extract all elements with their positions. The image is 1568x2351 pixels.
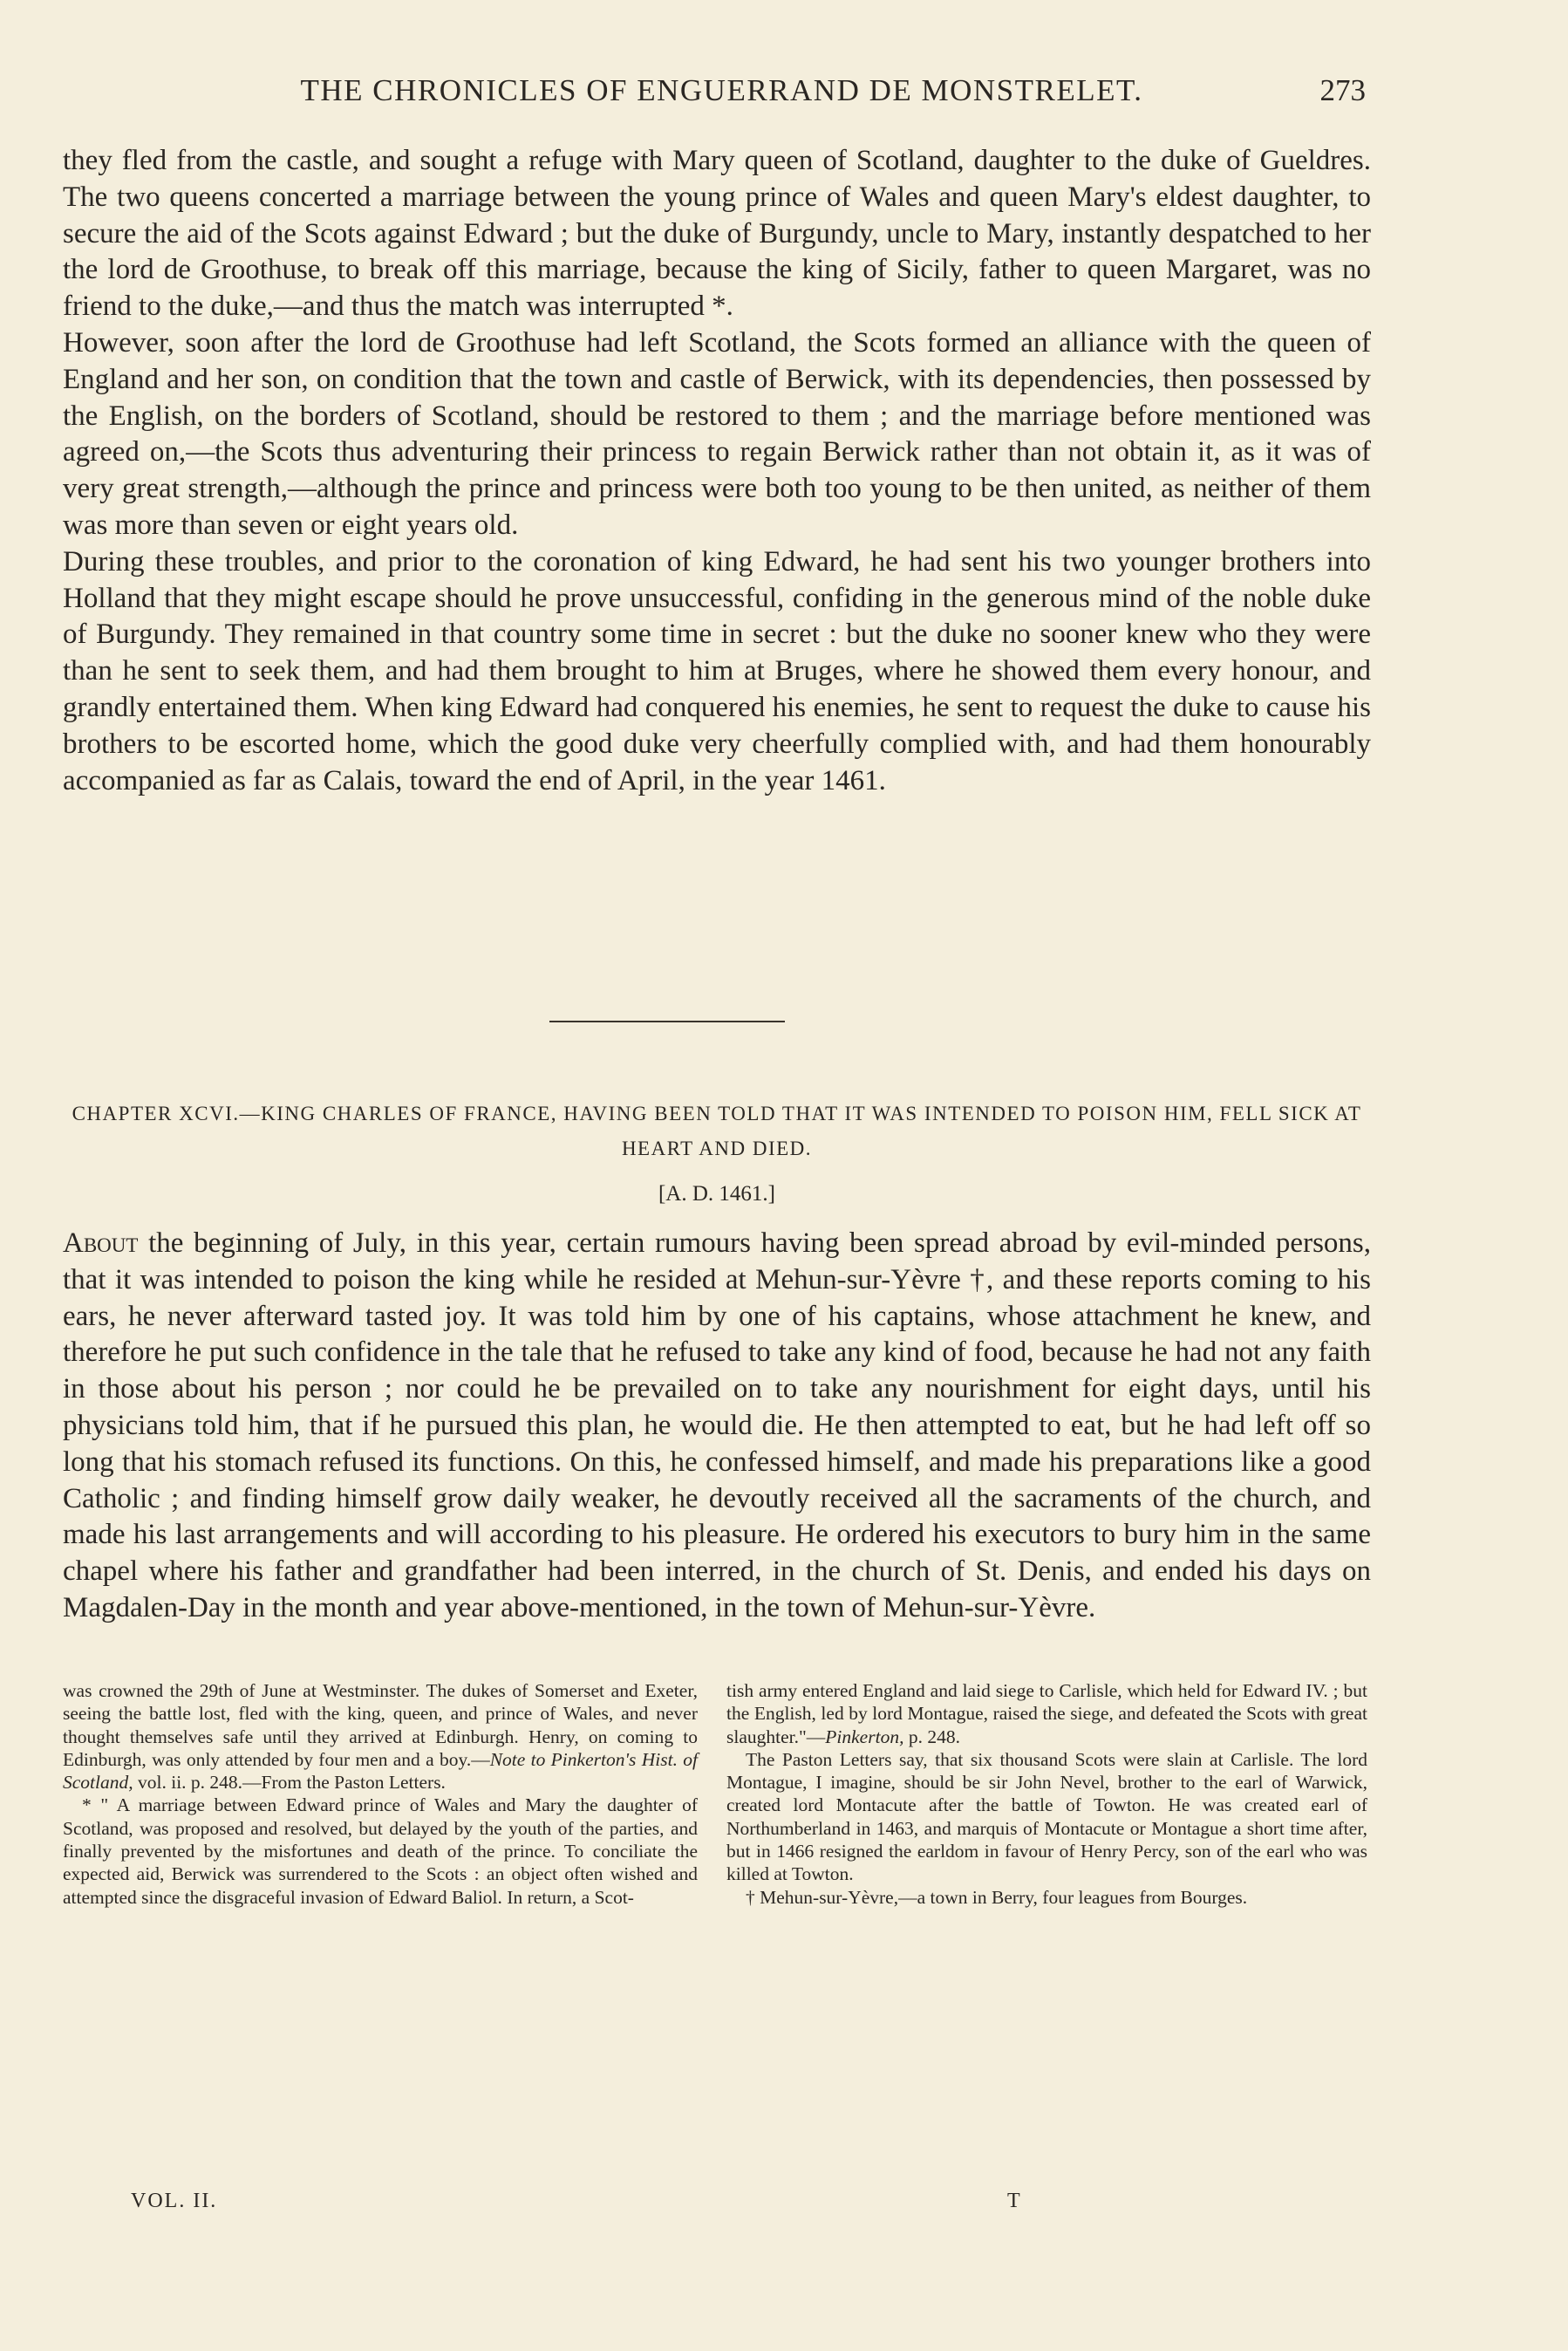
footnote-paston: The Paston Letters say, that six thousand Scots were slain at Carlisle. The lord Montague, I imagine, should be sir John Nevel, brother to the earl of Warwick, created lord Montacute after the battle of Towton. He was created earl of Northumberland in 1463, and marquis of Montacute or Montague a short time after, but in 1466 resigned the earldom in favour of Henry Percy, son of the earl who was killed at Towton.	[726, 1748, 1367, 1885]
section-divider	[549, 1021, 785, 1022]
chapter-body	[63, 1226, 1371, 1627]
signature-mark: T	[1007, 2190, 1020, 2212]
chapter-lead-word: About	[63, 1227, 139, 1259]
main-text	[63, 143, 1371, 799]
paragraph-3: During these troubles, and prior to the coronation of king Edward, he had sent his two younger brothers into Holland that they might escape should he prove unsuccessful, confiding in the generous mind of the noble duke of Burgundy. They remained in that country some time in secret : but the duke no sooner knew who they were than he sent to seek them, and had them brought to him at Bruges, where he showed them every honour, and grandly entertained them. When king Edward had conquered his enemies, he sent to request the duke to cause his brothers to be escorted home, which the good duke very cheerfully complied with, and had them honourably accompanied as far as Calais, toward the end of April, in the year 1461.	[63, 545, 1371, 796]
footnote-dagger: † Mehun-sur-Yèvre,—a town in Berry, four leagues from Bourges.	[746, 1886, 1248, 1908]
footnote-citation: Note to Pinkerton's Hist. of Scotland,	[63, 1748, 698, 1794]
footnote-text: was crowned the 29th of June at Westminster. The dukes of Somerset and Exeter, seeing the battle lost, fled with the king, queen, and prince of Wales, and never thought themselves safe until they arrived at Edinburgh. Henry, on coming to Edinburgh, was only attended by four men and a boy.—	[63, 1680, 698, 1770]
volume-signature: VOL. II.	[131, 2190, 218, 2212]
footnote-continued-right	[726, 1679, 1367, 1748]
chapter-paragraph	[63, 1226, 1371, 1627]
footnote-asterisk: * " A marriage between Edward prince of Wales and Mary the daughter of Scotland, was proposed and resolved, but delayed by the youth of the parties, and finally prevented by the misfortunes and death of the prince. To conciliate the expected aid, Berwick was surrendered to the Scots : an object often wished and attempted since the disgraceful invasion of Edward Baliol. In return, a Scot-	[63, 1794, 698, 1908]
footnotes-right-column	[726, 1679, 1367, 1909]
paragraph-1: they fled from the castle, and sought a refuge with Mary queen of Scotland, daughter to the duke of Gueldres. The two queens concerted a marriage between the young prince of Wales and queen Mary's eldest daughter, to secure the aid of the Scots against Edward ; but the duke of Burgundy, uncle to Mary, instantly despatched to her the lord de Groothuse, to break off this marriage, because the king of Sicily, father to queen Margaret, was no friend to the duke,—and thus the match was interrupted *.	[63, 145, 1371, 323]
footnote-text-end: vol. ii. p. 248.—From the Paston Letters.	[133, 1772, 446, 1794]
footnote-continued	[63, 1679, 698, 1794]
running-head: THE CHRONICLES OF ENGUERRAND DE MONSTRELET.	[300, 73, 1143, 107]
chapter-heading: CHAPTER XCVI.—KING CHARLES OF FRANCE, HAVING BEEN TOLD THAT IT WAS INTENDED TO POISON HIM, FELL SICK AT HEART AND DIED.	[72, 1103, 1362, 1159]
page-number: 273	[1319, 73, 1366, 107]
footnote-text: tish army entered England and laid siege to Carlisle, which held for Edward IV. ; but the English, led by lord Montague, raised the siege, and defeated the Scots with great slaughter."—	[726, 1680, 1367, 1747]
footnotes-left-column	[63, 1679, 698, 1909]
chapter-date: [A. D. 1461.]	[658, 1182, 775, 1206]
footnote-text-end: p. 248.	[903, 1726, 960, 1747]
footnote-citation: Pinkerton,	[825, 1726, 904, 1747]
chapter-text: the beginning of July, in this year, certain rumours having been spread abroad by evil-minded persons, that it was intended to poison the king while he resided at Mehun-sur-Yèvre †, and these reports coming to his ears, he never afterward tasted joy. It was told him by one of his captains, whose attachment he knew, and therefore he put such confidence in the tale that he refused to take any kind of food, because he had not any faith in those about his person ; nor could he be prevailed on to take any nourishment for eight days, until his physicians told him, that if he pursued this plan, he would die. He then attempted to eat, but he had left off so long that his stomach refused its functions. On this, he confessed himself, and made his preparations like a good Catholic ; and finding himself grow daily weaker, he devoutly received all the sacraments of the church, and made his last arrangements and will according to his pleasure. He ordered his executors to bury him in the same chapel where his father and grandfather had been interred, in the church of St. Denis, and ended his days on Magdalen-Day in the month and year above-mentioned, in the town of Mehun-sur-Yèvre.	[63, 1227, 1372, 1623]
paragraph-2: However, soon after the lord de Groothuse had left Scotland, the Scots formed an alliance with the queen of England and her son, on condition that the town and castle of Berwick, with its dependencies, then possessed by the English, on the borders of Scotland, should be restored to them ; and the marriage before mentioned was agreed on,—the Scots thus adventuring their princess to regain Berwick rather than not obtain it, as it was of very great strength,—although the prince and princess were both too young to be then united, as neither of them was more than seven or eight years old.	[63, 326, 1371, 541]
